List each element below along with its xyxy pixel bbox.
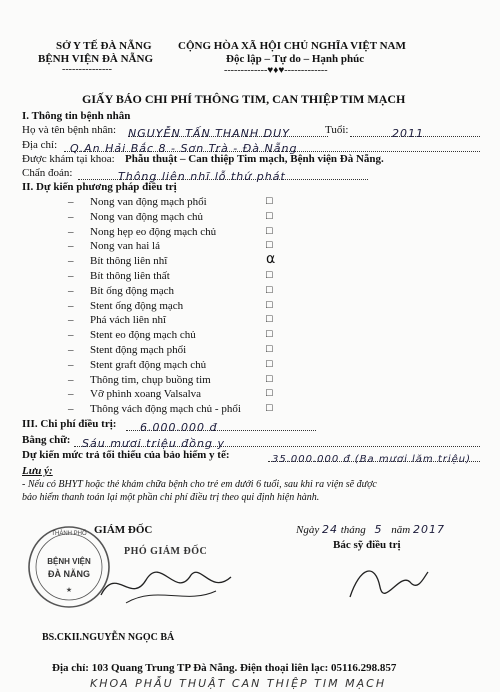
treatment-checkbox[interactable]: □ [266, 328, 273, 341]
treatment-item-label: Bít thông liên thất [90, 270, 170, 282]
cost-words-label: Bằng chữ: [22, 434, 71, 446]
ornament: -------------♥♦♥------------- [224, 65, 328, 76]
treatment-bullet: – [68, 344, 74, 356]
date-line [296, 523, 445, 536]
age-label: Tuổi: [325, 124, 349, 136]
age-value: 2011 [392, 127, 424, 140]
treatment-item-label: Thông tim, chụp buồng tim [90, 373, 211, 386]
left-rule: --------------- [62, 64, 112, 75]
treatment-checkbox[interactable]: □ [266, 298, 273, 311]
treatment-item-label: Stent ống động mạch [90, 299, 184, 312]
note-text-1: - Nếu có BHYT hoặc thẻ khám chữa bệnh cho trẻ em dưới 6 tuổi, sau khi ra viện sẽ được [22, 479, 377, 490]
treatment-item-label: Nong hẹp eo động mạch chủ [90, 225, 217, 238]
document-title: GIẤY BÁO CHI PHÍ THÔNG TIM, CAN THIỆP TIM MẠCH [82, 92, 406, 106]
treatment-checkbox[interactable]: □ [266, 387, 273, 400]
treatment-item-label: Stent eo động mạch chủ [90, 329, 196, 342]
treatment-bullet: – [68, 210, 74, 223]
patient-name-line [128, 124, 328, 140]
patient-name-label: Họ và tên bệnh nhân: [22, 124, 117, 136]
footer-handwritten: KHOA PHẪU THUẬT CAN THIỆP TIM MẠCH [90, 677, 387, 690]
dept-label: Được khám tại khoa: [22, 153, 115, 165]
treatment-bullet: – [68, 284, 74, 297]
treatment-checkbox[interactable]: □ [266, 372, 273, 385]
treatment-item-label: Bít ống động mạch [90, 284, 175, 297]
date-prefix: Ngày [296, 524, 320, 536]
treatment-item-label: Nong van động mạch phổi [90, 196, 207, 208]
treatment-checkbox[interactable]: □ [266, 269, 273, 281]
address-value: Q.An Hải Bắc 8 - Sơn Trà - Đà Nẵng [70, 142, 298, 155]
treatment-checkbox[interactable]: □ [266, 283, 273, 296]
diagnosis-value: Thông liên nhĩ lỗ thứ phát [118, 170, 286, 183]
age-line [350, 124, 480, 140]
hospital-name: BỆNH VIỆN ĐÀ NẴNG [38, 53, 154, 65]
treatment-bullet: – [68, 373, 74, 386]
treatment-bullet: – [68, 358, 74, 371]
stamp-line-1: BỆNH VIỆN [47, 557, 91, 566]
treatment-bullet: – [68, 329, 74, 342]
cost-words-line [74, 434, 480, 450]
treatment-item-label: Nong van hai lá [90, 240, 160, 253]
min-coverage-words: (Ba mươi lăm triệu) [354, 454, 472, 465]
diagnosis-line [78, 167, 368, 183]
treatment-bullet: – [68, 299, 74, 312]
treatment-checkbox[interactable]: □ [266, 239, 273, 252]
treatment-checkbox[interactable]: □ [266, 357, 273, 370]
treatment-bullet: – [68, 403, 74, 416]
director-signature [96, 555, 236, 615]
doctor-title: Bác sỹ điều trị [333, 539, 401, 551]
treatment-bullet: – [68, 255, 74, 268]
ministry-name: SỞ Y TẾ ĐÀ NẴNG [56, 40, 152, 52]
motto: Độc lập – Tự do – Hạnh phúc [226, 53, 365, 65]
stamp-star-icon: ★ [65, 586, 73, 594]
treatment-item-label: Stent động mạch phổi [90, 344, 187, 356]
date-day: 24 [321, 523, 338, 536]
address-label: Địa chỉ: [22, 139, 58, 151]
note-text-2: bảo hiểm thanh toán lại một phần chi phí điều trị theo qui định hiện hành. [22, 492, 320, 503]
treatment-checkbox[interactable]: □ [266, 224, 273, 237]
treatment-checkbox[interactable]: ⍺ [266, 251, 276, 268]
min-coverage-line [268, 449, 480, 465]
diagnosis-label: Chẩn đoán: [22, 167, 73, 179]
treatment-item-label: Phá vách liên nhĩ [90, 314, 167, 327]
treatment-bullet: – [68, 225, 74, 238]
cost-words-value: Sáu mươi triệu đồng y [82, 437, 225, 450]
section2-heading: II. Dự kiến phương pháp điều trị [22, 181, 177, 193]
patient-name-value: NGUYỄN TẤN THANH DUY [128, 127, 290, 140]
treatment-item-label: Vỡ phình xoang Valsalva [90, 388, 202, 401]
treatment-item-label: Thông vách động mạch chủ - phổi [90, 403, 241, 416]
cost-line [126, 418, 316, 434]
treatment-checkbox[interactable]: □ [266, 402, 273, 415]
section1-heading: I. Thông tin bệnh nhân [22, 110, 131, 122]
date-year: 2017 [413, 523, 445, 536]
republic-title: CỘNG HÒA XÃ HỘI CHỦ NGHĨA VIỆT NAM [178, 40, 406, 52]
cost-value: 6.000.000 đ [140, 421, 218, 434]
treatment-checkbox[interactable]: □ [266, 209, 273, 222]
treatment-item-label: Bít thông liên nhĩ [90, 255, 168, 268]
doctor-signature [340, 552, 430, 612]
vice-director-label: PHÓ GIÁM ĐỐC [124, 546, 208, 557]
date-month: 5 [374, 523, 383, 536]
treatment-bullet: – [68, 270, 74, 282]
treatment-checkbox[interactable]: □ [266, 313, 273, 326]
min-coverage-value: 35.000.000 đ [272, 454, 351, 465]
treatment-bullet: – [68, 196, 74, 208]
treatment-bullet: – [68, 240, 74, 253]
section3-heading: III. Chi phí điều trị: [22, 418, 117, 430]
date-month-label: tháng [340, 524, 366, 536]
treatment-bullet: – [68, 314, 74, 327]
treatment-bullet: – [68, 388, 74, 401]
min-coverage-label: Dự kiến mức trả tối thiểu của bảo hiểm y tế: [22, 449, 230, 461]
address-line [64, 139, 480, 155]
date-year-label: năm [391, 524, 411, 536]
director-name: BS.CKII.NGUYỄN NGỌC BÁ [42, 632, 175, 643]
treatment-checkbox[interactable]: □ [266, 195, 273, 207]
treatment-item-label: Stent graft động mạch chủ [90, 358, 207, 371]
note-heading: Lưu ý: [22, 465, 53, 477]
footer-address: Địa chỉ: 103 Quang Trung TP Đà Nẵng. Điện thoại liên lạc: 05116.298.857 [52, 662, 397, 674]
stamp-top-text: THÀNH PHỐ [51, 531, 87, 537]
stamp-line-2: ĐÀ NẴNG [48, 569, 90, 579]
treatment-checkbox[interactable]: □ [266, 343, 273, 355]
treatment-item-label: Nong van động mạch chủ [90, 210, 204, 223]
director-title: GIÁM ĐỐC [94, 524, 153, 536]
dept-value: Phẫu thuật – Can thiệp Tim mạch, Bệnh viện Đà Nẵng. [125, 153, 384, 165]
